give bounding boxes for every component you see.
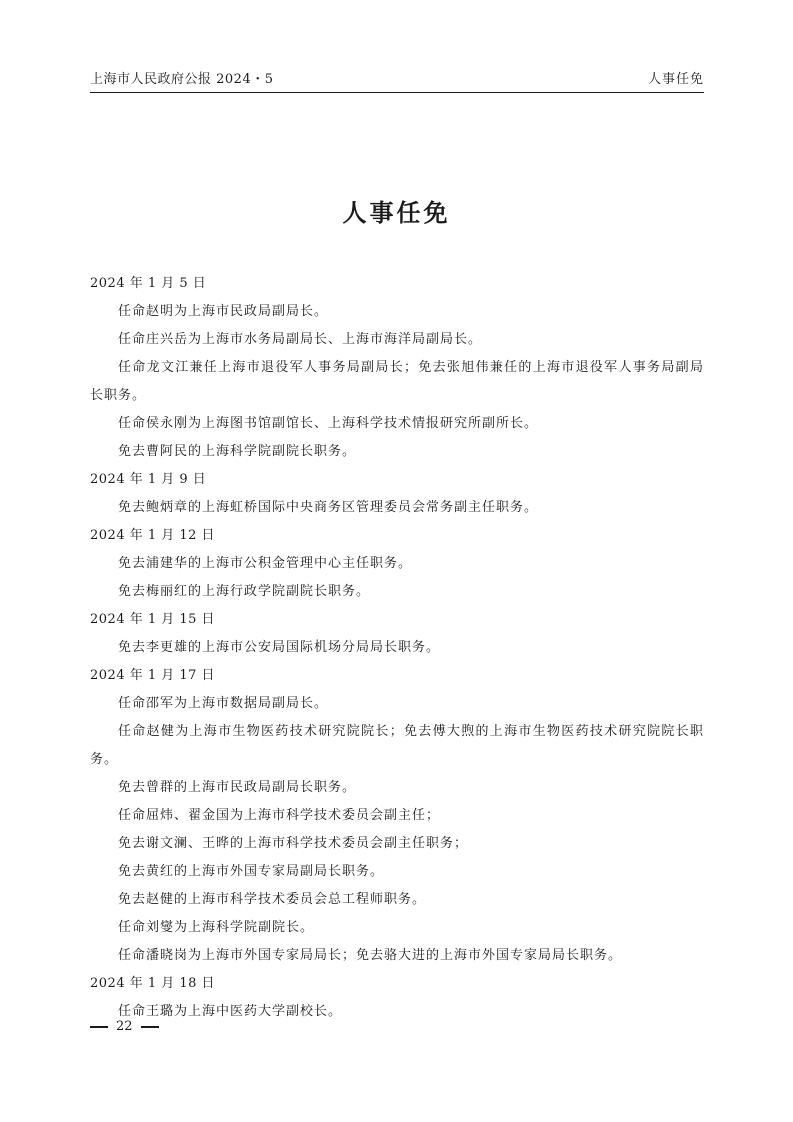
footer-dash-right (141, 1026, 159, 1028)
date-heading: 2024 年 1 月 17 日 (90, 668, 216, 683)
page-footer (90, 1019, 159, 1034)
appointment-paragraph: 任命侯永刚为上海图书馆副馆长、上海科学技术情报研究所副所长。 (118, 416, 539, 431)
appointment-paragraph: 免去鲍炳章的上海虹桥国际中央商务区管理委员会常务副主任职务。 (118, 500, 539, 515)
appointment-paragraph: 免去梅丽红的上海行政学院副院长职务。 (118, 584, 371, 599)
appointment-list (90, 270, 704, 1026)
footer-dash-left (90, 1026, 108, 1028)
section-name: 人事任免 (647, 72, 704, 87)
appointment-paragraph: 免去黄红的上海市外国专家局副局长职务。 (118, 864, 385, 879)
page-number: 22 (116, 1019, 133, 1034)
appointment-paragraph: 免去李更雄的上海市公安局国际机场分局局长职务。 (118, 640, 441, 655)
appointment-paragraph: 免去谢文澜、王晔的上海市科学技术委员会副主任职务； (118, 836, 469, 851)
appointment-paragraph: 免去曹阿民的上海科学院副院长职务。 (118, 444, 357, 459)
appointment-paragraph: 任命赵明为上海市民政局副局长。 (118, 304, 329, 319)
appointment-paragraph: 免去浦建华的上海市公积金管理中心主任职务。 (118, 556, 413, 571)
appointment-paragraph: 任命赵健为上海市生物医药技术研究院院长；免去傅大煦的上海市生物医药技术研究院院长职务。 (90, 724, 704, 767)
appointment-paragraph: 任命屈炜、翟金国为上海市科学技术委员会副主任； (118, 808, 441, 823)
appointment-paragraph: 任命潘晓岗为上海市外国专家局局长；免去骆大进的上海市外国专家局局长职务。 (118, 948, 623, 963)
date-heading: 2024 年 1 月 15 日 (90, 612, 216, 627)
page-header (90, 62, 704, 93)
appointment-paragraph: 任命邵军为上海市数据局副局长。 (118, 696, 329, 711)
appointment-paragraph: 任命龙文江兼任上海市退役军人事务局副局长；免去张旭伟兼任的上海市退役军人事务局副局长职务。 (90, 360, 704, 403)
appointment-paragraph: 免去曾群的上海市民政局副局长职务。 (118, 780, 357, 795)
publication-title: 上海市人民政府公报 2024・5 (90, 72, 274, 87)
page-title: 人事任免 (342, 198, 451, 227)
appointment-paragraph: 免去赵健的上海市科学技术委员会总工程师职务。 (118, 892, 427, 907)
date-heading: 2024 年 1 月 12 日 (90, 528, 216, 543)
date-heading: 2024 年 1 月 9 日 (90, 472, 207, 487)
appointment-paragraph: 任命王璐为上海中医药大学副校长。 (118, 1004, 343, 1019)
appointment-paragraph: 任命刘燮为上海科学院副院长。 (118, 920, 315, 935)
appointment-paragraph: 任命庄兴岳为上海市水务局副局长、上海市海洋局副局长。 (118, 332, 483, 347)
date-heading: 2024 年 1 月 5 日 (90, 276, 207, 291)
date-heading: 2024 年 1 月 18 日 (90, 976, 216, 991)
